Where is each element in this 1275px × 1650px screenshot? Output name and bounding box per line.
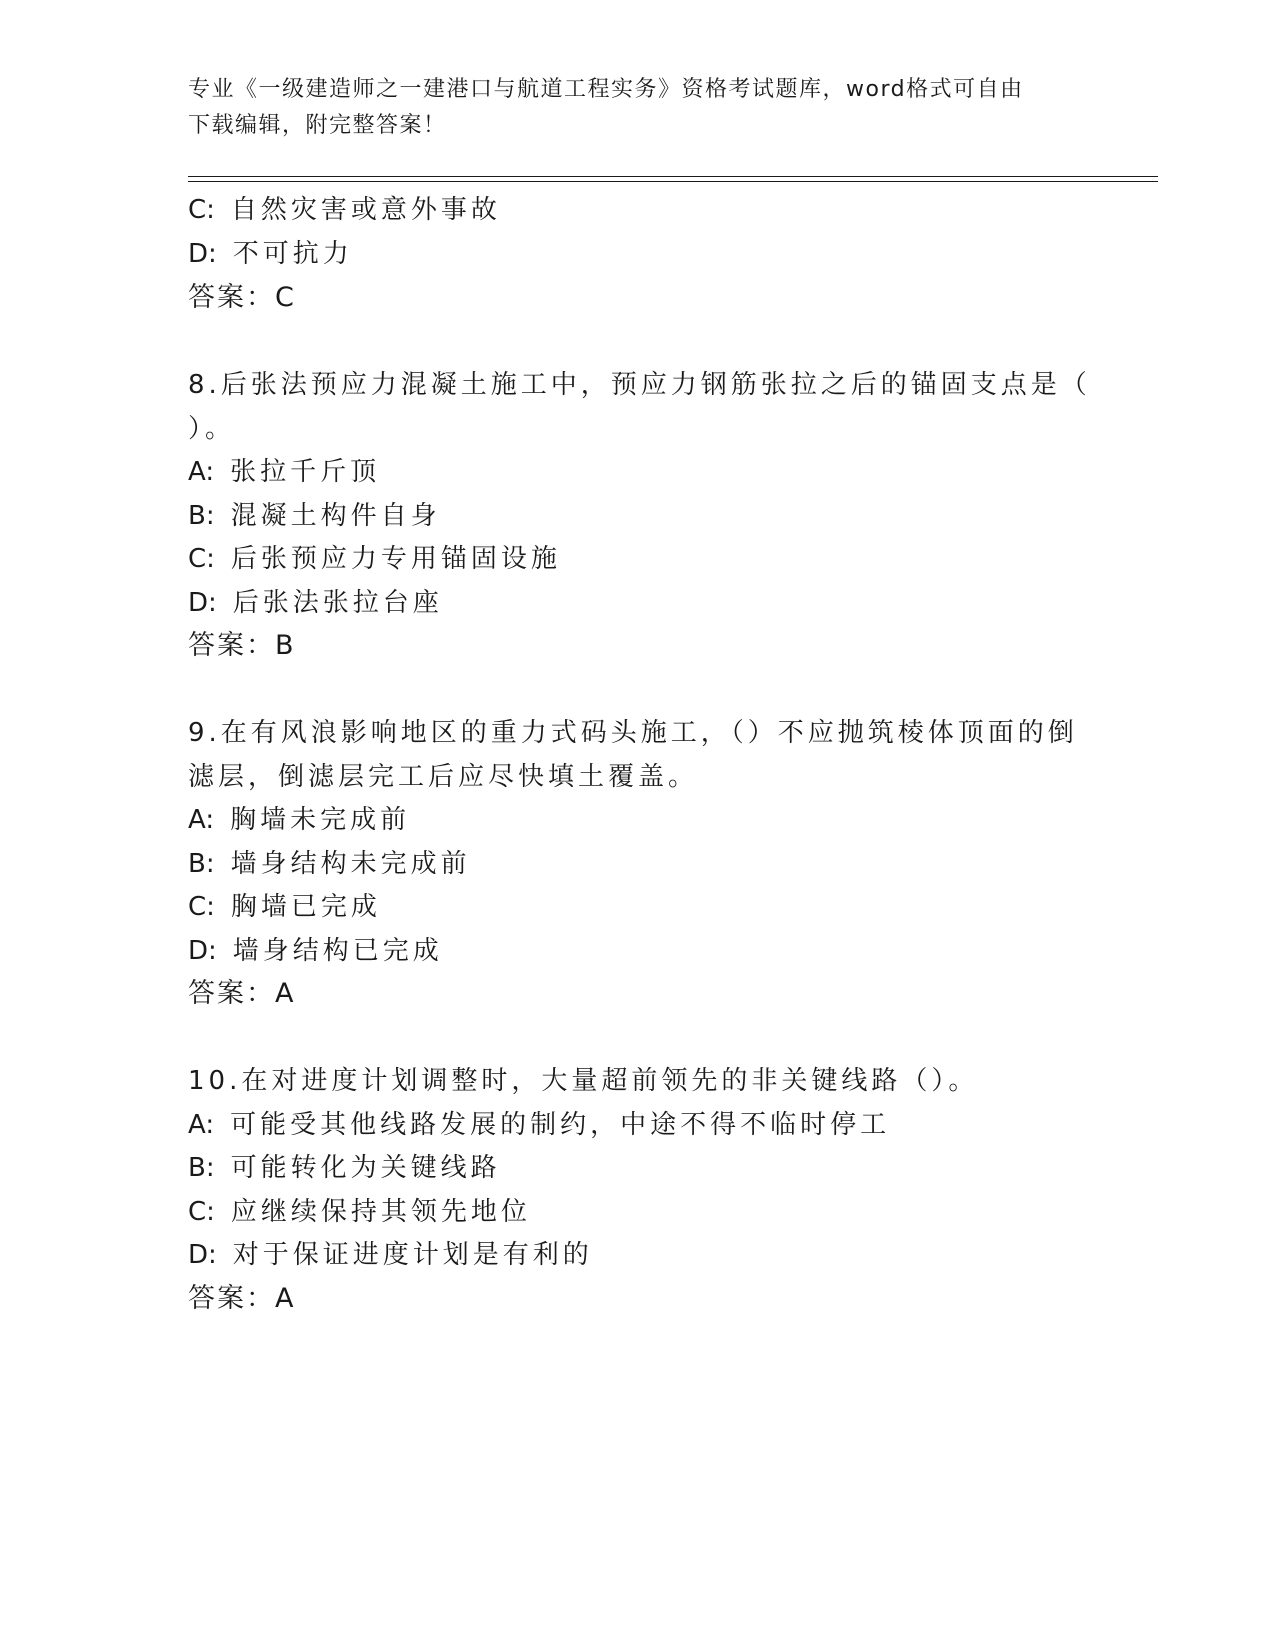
option-text: 可能转化为关键线路 [230, 1153, 501, 1183]
option-text: 不可抗力 [232, 239, 353, 269]
q9-stem-line-2: 滤层，倒滤层完工后应尽快填土覆盖。 [188, 762, 699, 792]
q9-option-a [188, 803, 410, 837]
option-label: A: [188, 805, 215, 835]
option-label: B: [188, 501, 215, 531]
q10-option-b [188, 1151, 501, 1185]
option-text: 自然灾害或意外事故 [230, 195, 501, 225]
q10-option-a [188, 1108, 890, 1142]
q9-option-b [188, 847, 471, 881]
option-text: 混凝土构件自身 [230, 501, 441, 531]
q10-answer: 答案：A [188, 1283, 296, 1314]
option-label: A: [188, 457, 215, 487]
q8-answer: 答案：B [188, 630, 296, 661]
option-label: D: [188, 1240, 217, 1270]
option-label: B: [188, 849, 215, 879]
option-text: 对于保证进度计划是有利的 [232, 1240, 593, 1270]
option-label: B: [188, 1153, 215, 1183]
q9-stem-line-1: 9.在有风浪影响地区的重力式码头施工，（）不应抛筑棱体顶面的倒 [188, 718, 1078, 748]
q8-option-d [188, 586, 443, 620]
option-text: 墙身结构未完成前 [230, 849, 471, 879]
option-text: 可能受其他线路发展的制约，中途不得不临时停工 [230, 1110, 891, 1140]
option-text: 后张法张拉台座 [232, 588, 443, 618]
q8-stem-line-1: 8.后张法预应力混凝土施工中，预应力钢筋张拉之后的锚固支点是（ [188, 370, 1091, 400]
q10-stem-line-1: 10.在对进度计划调整时，大量超前领先的非关键线路（）。 [188, 1066, 979, 1096]
option-label: C: [188, 544, 215, 574]
option-text: 应继续保持其领先地位 [230, 1197, 531, 1227]
header-divider-top [188, 176, 1158, 177]
option-label: D: [188, 588, 217, 618]
option-text: 胸墙未完成前 [230, 805, 411, 835]
q7-option-c [188, 193, 501, 227]
option-label: C: [188, 892, 215, 922]
document-header [188, 72, 1088, 144]
option-label: C: [188, 1197, 215, 1227]
option-text: 张拉千斤顶 [230, 457, 381, 487]
q9-option-d [188, 934, 443, 968]
q7-answer: 答案：C [188, 282, 296, 313]
option-label: A: [188, 1110, 215, 1140]
q8-option-a [188, 455, 380, 489]
header-divider-bottom [188, 181, 1158, 182]
option-label: D: [188, 239, 217, 269]
option-label: C: [188, 195, 215, 225]
q9-answer: 答案：A [188, 978, 296, 1009]
option-text: 胸墙已完成 [230, 892, 381, 922]
q9-option-c [188, 890, 381, 924]
q8-stem-line-2: ）。 [188, 414, 236, 444]
option-label: D: [188, 936, 217, 966]
q8-option-b [188, 499, 441, 533]
option-text: 墙身结构已完成 [232, 936, 443, 966]
q7-option-d [188, 237, 353, 271]
q8-option-c [188, 542, 561, 576]
header-line-1: 专业《一级建造师之一建港口与航道工程实务》资格考试题库，word格式可自由 [188, 77, 1024, 102]
q10-option-d [188, 1238, 593, 1272]
q10-option-c [188, 1195, 531, 1229]
option-text: 后张预应力专用锚固设施 [230, 544, 561, 574]
header-line-2: 下载编辑，附完整答案！ [188, 113, 447, 138]
